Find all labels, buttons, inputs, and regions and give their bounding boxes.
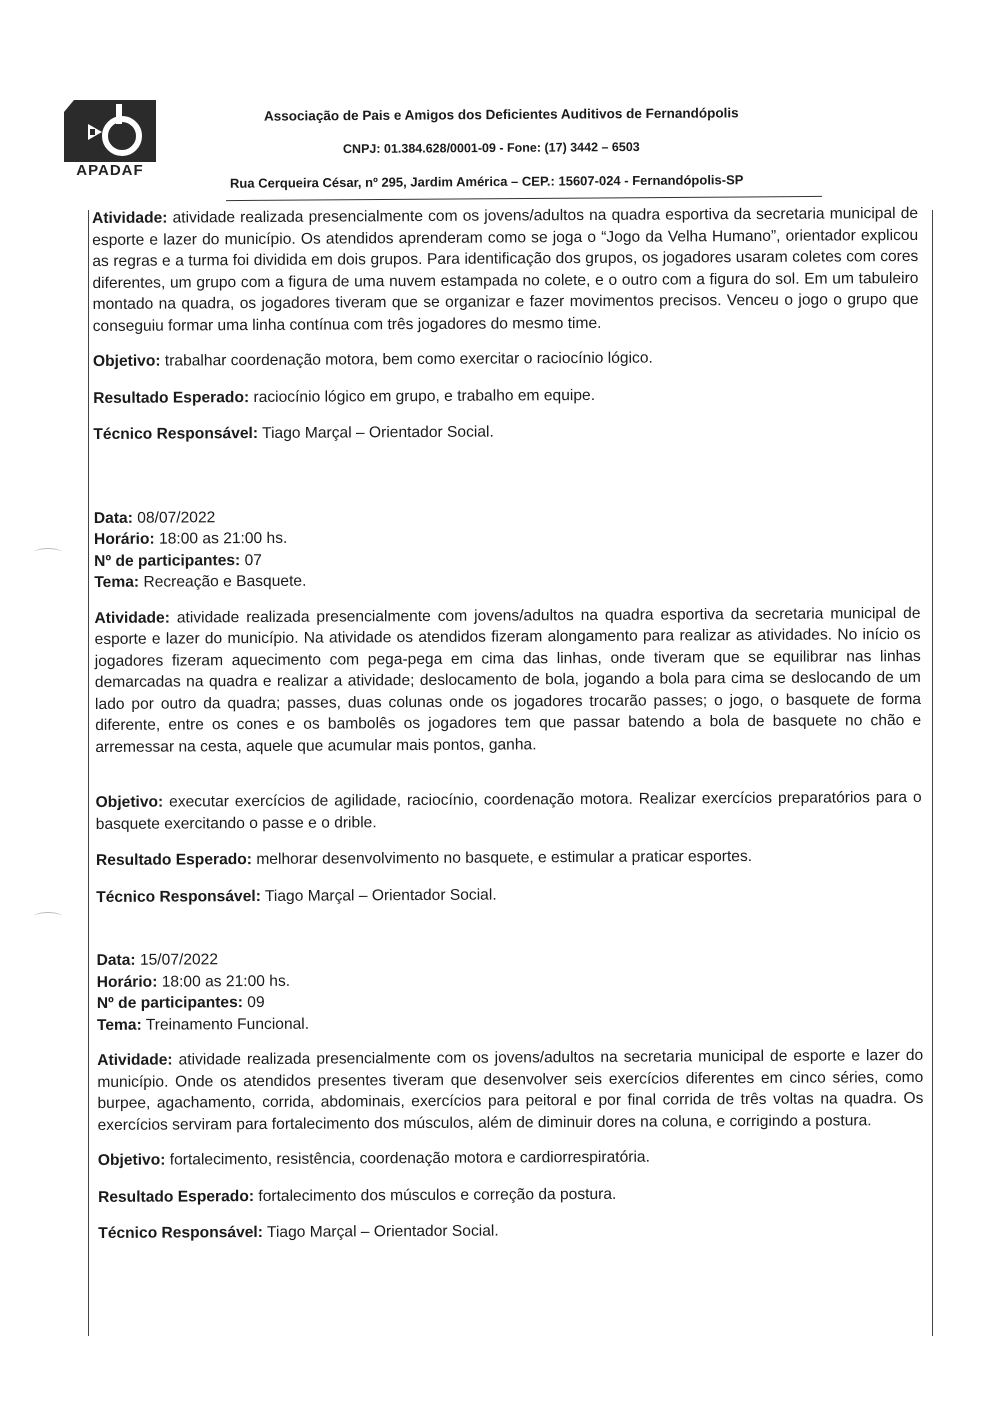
activity-entry <box>92 203 919 446</box>
tecnico-label: Técnico Responsável: <box>93 424 259 443</box>
resultado-text: fortalecimento dos músculos e correção da postura. <box>258 1185 617 1205</box>
address: Rua Cerqueira César, nº 295, Jardim América – CEP.: 15607-024 - Fernandópolis-SP <box>229 172 744 191</box>
objetivo-text: fortalecimento, resistência, coordenação motora e cardiorrespiratória. <box>169 1148 650 1169</box>
frame-right-border <box>932 210 933 1336</box>
tema-value: Recreação e Basquete. <box>143 572 307 591</box>
horario-value: 18:00 as 21:00 hs. <box>161 972 291 991</box>
atividade-paragraph <box>97 1045 924 1136</box>
apadaf-logo <box>64 100 156 180</box>
tecnico-label: Técnico Responsável: <box>96 887 261 906</box>
horario-value: 18:00 as 21:00 hs. <box>158 529 288 548</box>
atividade-label: Atividade: <box>97 1051 173 1069</box>
atividade-paragraph <box>92 203 919 337</box>
tema-label: Tema: <box>94 573 140 591</box>
tecnico-text: Tiago Marçal – Orientador Social. <box>264 886 497 905</box>
objetivo-text: executar exercícios de agilidade, raciocínio, coordenação motora. Realizar exercícios preparatórios para o basquete exercitando o passe e o drible. <box>95 788 922 833</box>
participantes-label: Nº de participantes: <box>94 551 241 570</box>
objetivo-label: Objetivo: <box>95 793 164 811</box>
atividade-text: atividade realizada presencialmente com os jovens/adultos na quadra esportiva da secretaria municipal de esporte e lazer do município. Os atendidos aprenderam como se joga o “Jogo da Velha Humano”, orientador explicou as regras e a turma foi dividida em dois grupos. Para identificação dos grupos, os jogadores usaram coletes com cores diferentes, um grupo com a figura de uma nuvem estampada no colete, e o outro com a figura do sol. Em um tabuleiro montado na quadra, os jogadores tiveram que se organizar e fazer movimentos precisos. Venceu o jogo o grupo que conseguiu formar uma linha contínua com três jogadores do mesmo time. <box>92 204 919 335</box>
resultado-label: Resultado Esperado: <box>93 388 250 407</box>
atividade-label: Atividade: <box>92 209 168 227</box>
logo-emblem-icon <box>64 100 156 162</box>
participantes-value: 09 <box>247 993 265 1012</box>
cnpj-phone: CNPJ: 01.384.628/0001-09 - Fone: (17) 3442 – 6503 <box>342 139 640 157</box>
report-body <box>92 203 924 1245</box>
participantes-value: 07 <box>244 551 262 569</box>
tecnico-text: Tiago Marçal – Orientador Social. <box>266 1222 499 1241</box>
participantes-label: Nº de participantes: <box>96 994 243 1012</box>
horario-label: Horário: <box>96 973 158 991</box>
resultado-label: Resultado Esperado: <box>97 1187 255 1206</box>
scan-mark <box>34 548 62 557</box>
header-divider <box>226 196 822 201</box>
objetivo-label: Objetivo: <box>92 352 161 370</box>
letterhead <box>0 0 992 205</box>
data-label: Data: <box>93 509 133 527</box>
organization-name: Associação de Pais e Amigos dos Deficientes Auditivos de Fernandópolis <box>263 105 739 124</box>
data-value: 08/07/2022 <box>137 508 216 527</box>
frame-left-border <box>88 210 89 1336</box>
logo-text: APADAF <box>76 162 144 179</box>
atividade-label: Atividade: <box>94 609 170 627</box>
data-label: Data: <box>96 951 136 969</box>
tecnico-paragraph <box>98 1218 924 1245</box>
tecnico-label: Técnico Responsável: <box>98 1223 263 1242</box>
objetivo-label: Objetivo: <box>97 1151 166 1169</box>
resultado-text: melhorar desenvolvimento no basquete, e estimular a praticar esportes. <box>256 847 753 869</box>
tecnico-text: Tiago Marçal – Orientador Social. <box>262 423 494 442</box>
scan-mark <box>34 912 62 921</box>
atividade-paragraph <box>94 602 921 758</box>
tema-value: Treinamento Funcional. <box>145 1015 310 1034</box>
resultado-text: raciocínio lógico em grupo, e trabalho em equipe. <box>253 386 596 406</box>
tema-label: Tema: <box>96 1016 142 1034</box>
activity-entry <box>97 945 925 1245</box>
activity-entry <box>94 502 922 908</box>
atividade-text: atividade realizada presencialmente com os jovens/adultos na secretaria municipal de esporte e lazer do município. Onde os atendidos presentes tiveram que desenvolver seis exercícios diferentes em cinco séries, como burpee, agachamento, corrida, abdominais, exercícios para peitoral e por final corrida de três voltas na quadra. Os exercícios serviram para fortalecimento dos músculos, além de diminuir dores na coluna, e corrigindo a postura. <box>97 1046 924 1134</box>
objetivo-text: trabalhar coordenação motora, bem como exercitar o raciocínio lógico. <box>164 349 653 370</box>
objetivo-paragraph <box>96 787 922 835</box>
atividade-text: atividade realizada presencialmente com jovens/adultos na quadra esportiva da secretaria municipal de esporte e lazer do município. Na atividade os atendidos fizeram alongamento para realizar as atividades. No início os jogadores fizeram aquecimento com pega-pega em cima das linhas, onde tiveram que se equilibrar nas linhas demarcadas na quadra e realizar a atividade; deslocamento de bola, jogando a bola para cima se deslocando de um lado por outro da quadra; passes, duas colunas onde os jogadores trocarão passes; o jogo, o basquete de forma diferente, entre os cones e os bambolês os jogadores tem que passar batendo a bola de basquete no chão e arremessar na cesta, aquele que acumular mais pontos, ganha. <box>94 604 922 756</box>
resultado-label: Resultado Esperado: <box>95 851 253 869</box>
data-value: 15/07/2022 <box>139 951 219 969</box>
horario-label: Horário: <box>93 530 155 548</box>
